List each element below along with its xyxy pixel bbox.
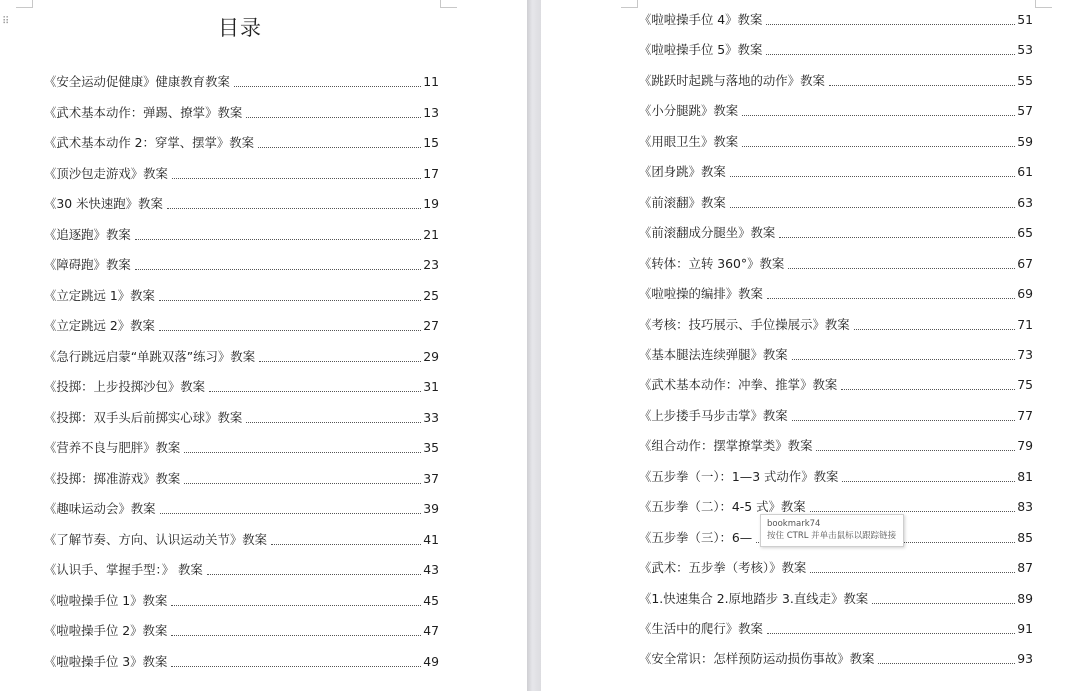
toc-entry-title[interactable]: 《立定跳远 2》教案 xyxy=(44,318,155,333)
toc-entry-title[interactable]: 《投掷：双手头后前掷实心球》教案 xyxy=(44,409,243,425)
toc-leader-dots xyxy=(766,24,1015,25)
toc-leader-dots xyxy=(767,298,1015,299)
toc-entry-page-number[interactable]: 71 xyxy=(1017,316,1033,332)
toc-entry-page-number[interactable]: 15 xyxy=(423,135,439,150)
toc-entry[interactable] xyxy=(44,501,439,517)
toc-entry-title[interactable]: 《用眼卫生》教案 xyxy=(639,133,739,149)
toc-entry-page-number[interactable]: 45 xyxy=(423,592,439,608)
toc-entry[interactable] xyxy=(44,623,439,639)
tooltip-bookmark-name: bookmark74 xyxy=(767,519,821,529)
toc-leader-dots xyxy=(184,452,421,453)
toc-entry-title[interactable]: 《跳跃时起跳与落地的动作》教案 xyxy=(639,72,825,88)
toc-entry-title[interactable]: 《武术基本动作 2：穿掌、摆掌》教案 xyxy=(44,135,255,150)
page-corner-mark-left xyxy=(16,0,33,8)
toc-leader-dots xyxy=(854,329,1016,330)
toc-entry[interactable] xyxy=(44,105,439,121)
toc-entry[interactable] xyxy=(639,377,1033,393)
toc-entry[interactable] xyxy=(639,103,1033,119)
toc-entry[interactable] xyxy=(44,166,439,182)
toc-leader-dots xyxy=(730,207,1015,208)
toc-entry[interactable] xyxy=(44,471,439,487)
toc-leader-dots xyxy=(792,359,1016,360)
toc-leader-dots xyxy=(172,178,421,179)
toc-entry[interactable] xyxy=(639,164,1033,180)
toc-entry-page-number[interactable]: 85 xyxy=(1017,529,1033,545)
toc-entry-page-number[interactable]: 75 xyxy=(1017,377,1033,393)
toc-entry-title[interactable]: 《前滚翻成分腿坐》教案 xyxy=(639,225,776,241)
toc-entry[interactable] xyxy=(44,349,439,365)
toc-leader-dots xyxy=(159,330,421,331)
toc-entry[interactable] xyxy=(44,318,439,334)
toc-entry-title[interactable]: 《安全常识：怎样预防运动损伤事故》教案 xyxy=(639,651,875,667)
toc-entry[interactable] xyxy=(639,347,1033,363)
toc-entry[interactable] xyxy=(639,469,1033,485)
toc-entry[interactable] xyxy=(639,591,1033,607)
toc-leader-dots xyxy=(842,481,1015,482)
toc-entry-page-number[interactable]: 23 xyxy=(423,257,439,272)
toc-leader-dots xyxy=(234,86,421,87)
toc-entry[interactable] xyxy=(639,225,1033,241)
toc-entry-page-number[interactable]: 27 xyxy=(423,318,439,333)
toc-entry-title[interactable]: 《武术基本动作：冲拳、推掌》教案 xyxy=(639,377,838,393)
toc-leader-dots xyxy=(207,574,421,575)
toc-entry-page-number[interactable]: 69 xyxy=(1017,286,1033,302)
toc-entry-page-number[interactable]: 39 xyxy=(423,501,439,516)
toc-entry-title[interactable]: 《小分腿跳》教案 xyxy=(639,103,739,119)
toc-entry-title[interactable]: 《武术：五步拳（考核）》教案 xyxy=(639,560,807,576)
toc-entry[interactable] xyxy=(44,379,439,395)
toc-entry-page-number[interactable]: 87 xyxy=(1017,560,1033,576)
toc-entry-title[interactable]: 《投掷：掷准游戏》教案 xyxy=(44,470,181,486)
toc-entry-title[interactable]: 《五步拳（二）：4-5 式》教案 xyxy=(639,499,806,515)
toc-leader-dots xyxy=(171,605,421,606)
toc-entry-title[interactable]: 《营养不良与肥胖》教案 xyxy=(44,440,181,455)
toc-entry[interactable] xyxy=(44,135,439,151)
toc-entry-title[interactable]: 《组合动作：摆掌撩掌类》教案 xyxy=(639,438,813,454)
toc-entry-page-number[interactable]: 81 xyxy=(1017,468,1033,484)
toc-entry-page-number[interactable]: 47 xyxy=(423,623,439,638)
toc-entry[interactable] xyxy=(44,74,439,90)
toc-leader-dots xyxy=(171,635,421,636)
toc-entry[interactable] xyxy=(44,288,439,304)
toc-entry-page-number[interactable]: 83 xyxy=(1017,499,1033,515)
toc-entry-title[interactable]: 《啦啦操手位 4》教案 xyxy=(639,12,763,27)
toc-entry-title[interactable]: 《安全运动促健康》健康教育教案 xyxy=(44,74,230,89)
toc-entry[interactable] xyxy=(639,134,1033,150)
toc-entry[interactable] xyxy=(44,654,439,670)
toc-entry-title[interactable]: 《1.快速集合 2.原地踏步 3.直线走》教案 xyxy=(639,590,869,606)
toc-entry-page-number[interactable]: 77 xyxy=(1017,407,1033,423)
toc-entry-page-number[interactable]: 61 xyxy=(1017,164,1033,180)
toc-entry-page-number[interactable]: 35 xyxy=(423,440,439,455)
toc-leader-dots xyxy=(816,450,1015,451)
toc-entry-title[interactable]: 《顶沙包走游戏》教案 xyxy=(44,165,168,181)
toc-leader-dots xyxy=(810,572,1015,573)
toc-leader-dots xyxy=(841,389,1015,390)
toc-entry[interactable] xyxy=(639,317,1033,333)
toc-entry-page-number[interactable]: 65 xyxy=(1017,225,1033,241)
toc-entry-title[interactable]: 《团身跳》教案 xyxy=(639,164,726,180)
toc-entry[interactable] xyxy=(639,286,1033,302)
toc-leader-dots xyxy=(829,85,1015,86)
toc-entry[interactable] xyxy=(639,12,1033,28)
left-page xyxy=(0,0,527,691)
toc-entry-page-number[interactable]: 59 xyxy=(1017,133,1033,149)
toc-entry-page-number[interactable]: 51 xyxy=(1017,12,1033,27)
toc-entry[interactable] xyxy=(639,499,1033,515)
toc-leader-dots xyxy=(730,176,1015,177)
toc-entry-title[interactable]: 《障碍跑》教案 xyxy=(44,257,131,272)
toc-leader-dots xyxy=(810,511,1016,512)
toc-leader-dots xyxy=(209,391,421,392)
toc-entry-title[interactable]: 《30 米快速跑》教案 xyxy=(44,196,163,211)
toc-entry[interactable] xyxy=(44,593,439,609)
toc-entry[interactable] xyxy=(639,195,1033,211)
toc-entry-page-number[interactable]: 13 xyxy=(423,104,439,120)
toc-leader-dots xyxy=(259,361,421,362)
toc-leader-dots xyxy=(766,54,1015,55)
page-gap xyxy=(527,0,541,691)
toc-entry-page-number[interactable]: 11 xyxy=(423,74,439,89)
toc-entry-page-number[interactable]: 93 xyxy=(1017,651,1033,667)
toc-entry-page-number[interactable]: 91 xyxy=(1017,621,1033,636)
bookmark-tooltip xyxy=(760,514,904,547)
toc-entry-page-number[interactable]: 19 xyxy=(423,196,439,211)
toc-entry-title[interactable]: 《转体：立转 360°》教案 xyxy=(639,255,785,271)
toc-entry[interactable] xyxy=(44,410,439,426)
toc-entry-title[interactable]: 《认识手、掌握手型：》 教案 xyxy=(44,562,203,577)
toc-leader-dots xyxy=(184,483,421,484)
toc-entry-page-number[interactable]: 21 xyxy=(423,226,439,242)
toc-entry-title[interactable]: 《啦啦操手位 2》教案 xyxy=(44,623,168,638)
toc-entry-title[interactable]: 《考核：技巧展示、手位操展示》教案 xyxy=(639,316,850,332)
toc-entry-page-number[interactable]: 25 xyxy=(423,287,439,303)
toc-entry[interactable] xyxy=(639,256,1033,272)
toc-entry-page-number[interactable]: 41 xyxy=(423,531,439,547)
toc-leader-dots xyxy=(742,115,1015,116)
toc-entry-title[interactable]: 《生活中的爬行》教案 xyxy=(639,621,763,636)
toc-entry-page-number[interactable]: 57 xyxy=(1017,103,1033,119)
toc-leader-dots xyxy=(258,147,421,148)
tooltip-hint: 按住 CTRL 并单击鼠标以跟踪链接 xyxy=(767,531,897,541)
toc-entry-title[interactable]: 《啦啦操手位 1》教案 xyxy=(44,592,168,608)
toc-entry-page-number[interactable]: 53 xyxy=(1017,42,1033,58)
toc-entry-title[interactable]: 《啦啦操手位 3》教案 xyxy=(44,653,168,669)
toc-leader-dots xyxy=(767,633,1015,634)
toc-entry-title[interactable]: 《五步拳（一）：1—3 式动作》教案 xyxy=(639,468,839,484)
toc-entry-page-number[interactable]: 89 xyxy=(1017,590,1033,606)
toc-entry[interactable] xyxy=(639,42,1033,58)
toc-entry-page-number[interactable]: 43 xyxy=(423,562,439,577)
toc-leader-dots xyxy=(167,208,421,209)
toc-entry[interactable] xyxy=(639,73,1033,89)
toc-leader-dots xyxy=(159,300,421,301)
toc-leader-dots xyxy=(171,666,421,667)
toc-entry-page-number[interactable]: 67 xyxy=(1017,255,1033,271)
toc-leader-dots xyxy=(135,239,421,240)
drag-handle-icon[interactable]: ⠿ xyxy=(2,16,10,27)
toc-leader-dots xyxy=(779,237,1015,238)
page-corner-mark-left xyxy=(621,0,638,8)
toc-entry[interactable] xyxy=(44,440,439,456)
toc-entry-title[interactable]: 《前滚翻》教案 xyxy=(639,194,726,210)
toc-entry[interactable] xyxy=(639,408,1033,424)
toc-entry-page-number[interactable]: 33 xyxy=(423,409,439,425)
toc-entry-title[interactable]: 《基本腿法连续弹腿》教案 xyxy=(639,346,788,362)
toc-title: 目录 xyxy=(218,16,262,40)
toc-leader-dots xyxy=(160,513,422,514)
toc-leader-dots xyxy=(246,117,421,118)
toc-entry-title[interactable]: 《武术基本动作：弹踢、撩掌》教案 xyxy=(44,104,243,120)
toc-entry[interactable] xyxy=(44,532,439,548)
toc-leader-dots xyxy=(872,603,1015,604)
toc-entry-title[interactable]: 《趣味运动会》教案 xyxy=(44,501,156,516)
toc-entry-page-number[interactable]: 55 xyxy=(1017,72,1033,88)
toc-entry[interactable] xyxy=(44,257,439,273)
toc-leader-dots xyxy=(246,422,421,423)
toc-entry[interactable] xyxy=(639,560,1033,576)
toc-entry-page-number[interactable]: 63 xyxy=(1017,194,1033,210)
toc-entry-page-number[interactable]: 73 xyxy=(1017,346,1033,362)
toc-entry-title[interactable]: 《啦啦操手位 5》教案 xyxy=(639,42,763,58)
toc-entry-title[interactable]: 《啦啦操的编排》教案 xyxy=(639,286,763,302)
toc-entry-page-number[interactable]: 49 xyxy=(423,653,439,669)
toc-leader-dots xyxy=(792,420,1016,421)
toc-entry-title[interactable]: 《投掷：上步投掷沙包》教案 xyxy=(44,379,206,394)
toc-entry[interactable] xyxy=(44,196,439,212)
toc-leader-dots xyxy=(788,268,1015,269)
toc-entry[interactable] xyxy=(44,562,439,578)
toc-entry-title[interactable]: 《了解节奏、方向、认识运动关节》教案 xyxy=(44,531,268,547)
toc-entry[interactable] xyxy=(639,621,1033,637)
toc-entry-title[interactable]: 《上步搂手马步击掌》教案 xyxy=(639,407,788,423)
toc-leader-dots xyxy=(878,663,1015,664)
toc-entry-title[interactable]: 《立定跳远 1》教案 xyxy=(44,287,155,303)
toc-entry-title[interactable]: 《五步拳（三）：6— xyxy=(639,529,753,545)
toc-entry-page-number[interactable]: 17 xyxy=(423,165,439,181)
toc-leader-dots xyxy=(271,544,421,545)
page-corner-mark-right xyxy=(1035,0,1052,8)
toc-entry-title[interactable]: 《急行跳远启蒙“单跳双落”练习》教案 xyxy=(44,348,256,364)
toc-entry-title[interactable]: 《追逐跑》教案 xyxy=(44,226,131,242)
toc-entry-page-number[interactable]: 29 xyxy=(423,348,439,364)
toc-entry-page-number[interactable]: 37 xyxy=(423,470,439,486)
toc-entry[interactable] xyxy=(639,438,1033,454)
toc-entry-page-number[interactable]: 79 xyxy=(1017,438,1033,454)
toc-entry[interactable] xyxy=(639,651,1033,667)
right-page xyxy=(541,0,1080,691)
toc-entry[interactable] xyxy=(44,227,439,243)
toc-entry-page-number[interactable]: 31 xyxy=(423,379,439,394)
toc-leader-dots xyxy=(135,269,421,270)
page-corner-mark-right xyxy=(440,0,457,8)
toc-leader-dots xyxy=(742,146,1015,147)
